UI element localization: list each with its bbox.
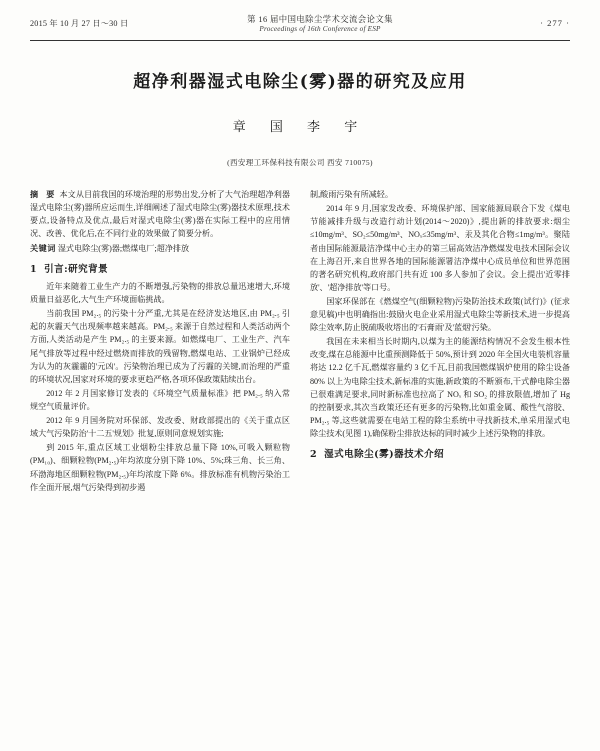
- conference-title-cn: 第 16 届中国电除尘学术交流会论文集: [247, 15, 393, 24]
- paragraph: 国家环保部在《燃煤空气(细颗粒物)污染防治技术政策(试行)》(征求意见稿)中也明确指出:鼓励火电企业采用湿式电除尘等新技术,进一步提高除尘效率,防止脱硫吸收塔出的'石膏雨'及'蓝烟'污染。: [310, 296, 570, 333]
- running-head-conference: [190, 14, 450, 35]
- paragraph: 到 2015 年,重点区域工业烟粉尘排放总量下降 10%,可吸入颗粒物(PM₁₀)、细颗粒物(PM₂.₅)年均浓度分别下降 10%、5%;珠三角、长三角、环渤海地区细颗粒物(PM₂.₅)年均浓度下降 6%。排放标准有机物污染治工作全面开展,烟气污染得到初步遏: [30, 443, 290, 492]
- page-title: 超净利器湿式电除尘(雾)器的研究及应用: [133, 72, 467, 93]
- paragraph: 2012 年 9 月国务院对环保部、发改委、财政部提出的《关于重点区域大气污染防治'十二五'规划》批复,原则同意规划实施;: [30, 416, 290, 439]
- body-columns: [30, 188, 570, 495]
- left-column: [30, 188, 290, 495]
- keywords-label: 关键词: [30, 243, 56, 253]
- keywords-text: 湿式电除尘(雾)器;燃煤电厂;超净排放: [57, 243, 190, 253]
- abstract-label: 摘 要: [30, 190, 58, 200]
- conference-title-en: Proceedings of 16th Conference of ESP: [259, 25, 381, 34]
- running-head: [30, 14, 570, 38]
- abstract-text: 本文从目前我国的环境治理的形势出发,分析了大气治理超净利器湿式电除尘(雾)器所应运而生,详细阐述了湿式电除尘(雾)器技术原理,技术要点,设备特点及优点,最后对湿式电除尘(雾)器在实际工程中的应用情况、改善、优化后,在不同行业的效果做了简要分析。: [30, 190, 290, 239]
- paragraph: 制,酸雨污染有所减轻。: [310, 190, 393, 200]
- section-heading-1: [30, 262, 290, 277]
- right-column: [310, 188, 570, 495]
- affiliation: (西安理工环保科技有限公司 西安 710075): [227, 158, 373, 168]
- running-head-date: 2015 年 10 月 27 日～30 日: [30, 19, 129, 28]
- section-title-2: 湿式电除尘(雾)器技术介绍: [324, 449, 445, 461]
- section-number-1: 1: [30, 263, 38, 275]
- section-number-2: 2: [310, 449, 318, 461]
- keywords-paragraph: [30, 242, 290, 255]
- paragraph: 近年来随着工业生产力的不断增强,污染物的排放总量迅速增大,环境质量日益恶化,大气生产环境面临挑战。: [30, 281, 290, 305]
- paragraph: 当前我国 PM₂.₅ 的污染十分严重,尤其是在经济发达地区,由 PM₂.₅ 引起的灰霾天气出现频率越来越高。PM₂.₅ 来源于自然过程和人类活动两个方面,人类活动是产生 PM₂.₅ 的主要来源。如燃煤电厂、工业生产、汽车尾气排放等过程中经过燃烧而排放的残留物,燃煤电站、工业锅炉已经成为认为的灰霾霾的'元凶'。污染物治理已成为了污霾的关键,而治理的严重的环境状况,国家对环境的要求更趋严格,各项环保政策陆续出台。: [30, 309, 290, 384]
- paragraph: 2014 年 9 月,国家发改委、环境保护部、国家能源局联合下发《煤电节能减排升级与改造行动计划(2014～2020)》,提出新的排放要求:烟尘≤10mg/m³、SO₂≤50mg/m³、NOₓ≤35mg/m³、汞及其化合物≤1mg/m³。聚陆者由国际能源最洁净煤中心主办的第三届高效洁净燃煤发电技术国际会议在上海召开,来自世界各地的国际能源署洁净煤中心成员单位和世界范围的著名研究机构,政府部门共有近 100 多人参加了会议。会上提出'近零排放'、'超净排放'等口号。: [310, 204, 570, 292]
- paragraph: 我国在未来相当长时期内,以煤为主的能源结构情况不会发生根本性改变,煤在总能源中比重预测降低于 50%,预计到 2020 年全国火电装机容量将达 12.2 亿千瓦,燃煤容量约 3 亿千瓦,目前我国燃煤锅炉使用的除尘设备 80% 以上为电除尘技术,新标准的实施,新政策的不断颁布,干式静电除尘器已很难满足要求,同时新标准也拉高了 NOₓ 和 SO₂ 的排放限值,增加了 Hg 的控制要求,其次当政策还还有更多的污染物,比如重金属、酸性气溶胶、PM₂.₅ 等,这些就需要在电站工程的除尘系统中寻找新技术,单采用湿式电除尘技术(见图 1),确保粉尘排放达标的同时减少上述污染物的排放。: [310, 337, 570, 439]
- author-list: 章 国 李 宇: [232, 120, 368, 136]
- page-number: · 277 ·: [540, 18, 570, 28]
- section-heading-2: [310, 447, 570, 462]
- header-divider: [30, 40, 570, 41]
- abstract-paragraph: [30, 188, 290, 240]
- section-title-1: 引言:研究背景: [44, 263, 109, 275]
- paragraph: 2012 年 2 月国家修订发表的《环境空气质量标准》把 PM₂.₅ 纳入常规空气质量评价。: [30, 388, 290, 411]
